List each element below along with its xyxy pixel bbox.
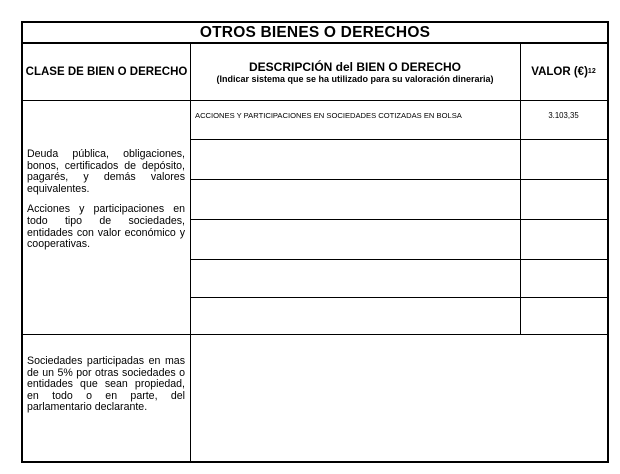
header-value-label: VALOR (€) (531, 66, 588, 78)
asset-description-cell: ACCIONES Y PARTICIPACIONES EN SOCIEDADES COTIZADAS EN BOLSA (195, 111, 462, 120)
header-asset-class-label: CLASE DE BIEN O DERECHO (25, 65, 188, 78)
category-securities (27, 149, 185, 260)
row-divider (190, 297, 607, 298)
header-description-label: DESCRIPCIÓN del BIEN O DERECHO (248, 59, 462, 74)
header-description-note: (Indicar sistema que se ha utilizado para su valoración dineraria) (216, 73, 494, 84)
column-divider-2 (520, 44, 521, 334)
asset-value-cell: 3.103,35 (548, 111, 579, 120)
category-public-debt: Deuda pública, obligaciones, bonos, certificados de depósito, pagarés, y demás valores equivalentes. (27, 148, 185, 195)
header-value: VALOR (€) 12 (531, 66, 596, 78)
category-participated-companies: Sociedades participadas en mas de un 5% por otras sociedades o entidades que sean propiedad, en todo o en parte, del parlamentario declarante. (27, 355, 185, 414)
header-asset-class (23, 44, 190, 100)
header-description (190, 44, 520, 100)
row-divider (190, 259, 607, 260)
section-title: OTROS BIENES O DERECHOS (199, 24, 431, 41)
column-divider-1 (190, 44, 191, 463)
row-divider (190, 139, 607, 140)
category-shares: Acciones y participaciones en todo tipo de sociedades, entidades con valor económico y cooperativas. (27, 203, 185, 251)
section-divider (23, 334, 607, 335)
row-divider (190, 179, 607, 180)
assets-form-table (21, 21, 609, 463)
row-divider (190, 219, 607, 220)
